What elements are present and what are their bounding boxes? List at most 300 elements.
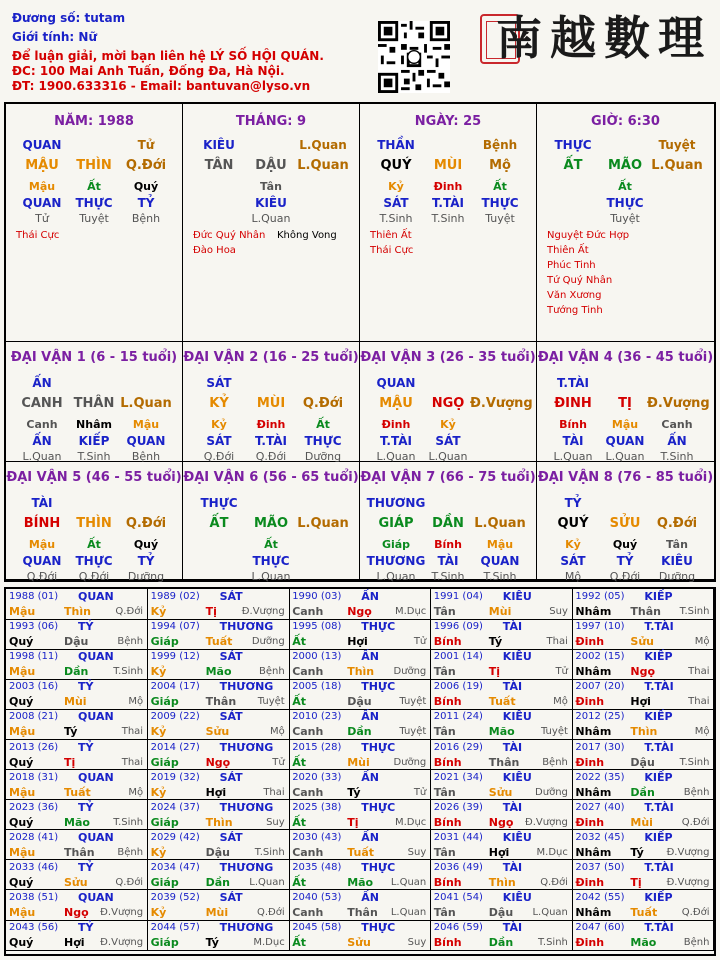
annual-stage: Thai (688, 666, 710, 678)
annual-god: THỰC (361, 860, 396, 874)
annual-cell (289, 589, 431, 620)
annual-cell (431, 679, 573, 710)
annual-stem: Giáp (150, 875, 179, 889)
annual-year: 2021 (34) (433, 771, 483, 783)
annual-stem: Ất (292, 695, 306, 709)
cell-text: Mộ (564, 570, 582, 583)
annual-cell (289, 740, 431, 771)
annual-year: 2029 (42) (150, 831, 200, 843)
annual-year: 2020 (33) (292, 771, 342, 783)
annual-stem: Quý (9, 875, 34, 889)
dai-van-title: ĐẠI VẬN 8 (76 - 85 tuổi) (537, 470, 714, 485)
pillar-note: Tướng Tinh (547, 305, 603, 316)
annual-stage: T.Sinh (254, 846, 285, 858)
cell-text: Bệnh (131, 212, 161, 225)
annual-table (4, 587, 716, 956)
annual-year: 2033 (46) (9, 861, 59, 873)
cell-text: ẤN (32, 434, 52, 448)
cell-text: L.Quan (22, 450, 62, 463)
annual-cell (431, 800, 573, 831)
cell-text: GIÁP (378, 516, 414, 531)
cell-text: Tử (137, 138, 155, 152)
pillar-note: Thái Cực (370, 245, 414, 256)
annual-cell (6, 619, 148, 650)
cell-text: Ất (493, 180, 507, 193)
cell-text: MẬU (379, 396, 413, 411)
cell-text: Quý (133, 180, 159, 193)
annual-branch: Tị (64, 755, 76, 769)
annual-stem: Canh (292, 725, 324, 739)
annual-cell (6, 589, 148, 620)
annual-god: TÀI (502, 620, 523, 634)
annual-cell (148, 860, 290, 891)
annual-year: 2042 (55) (575, 892, 625, 903)
annual-stem: Giáp (150, 635, 179, 649)
annual-stem: Giáp (150, 815, 179, 829)
cell-text: Kỷ (388, 180, 404, 193)
cell-text: Tân (666, 538, 688, 551)
annual-stage: Suy (407, 937, 427, 949)
annual-stem: Đinh (575, 635, 605, 649)
qr-code-icon[interactable] (378, 21, 450, 93)
cell-text: Mậu (28, 180, 56, 193)
annual-cell (148, 649, 290, 680)
annual-stem: Đinh (575, 815, 605, 829)
pillar-note: Tứ Quý Nhân (547, 275, 613, 286)
annual-god: T.TÀI (644, 740, 674, 754)
annual-cell (572, 890, 714, 921)
annual-stage: Thai (688, 696, 710, 708)
annual-stem: Kỷ (150, 605, 167, 618)
annual-branch: Sửu (347, 936, 371, 950)
annual-stage: Q.Đới (681, 816, 710, 828)
annual-branch: Ngọ (205, 755, 231, 769)
annual-branch: Tý (488, 635, 503, 649)
annual-god: KIẾP (644, 650, 673, 664)
annual-god: T.TÀI (644, 680, 674, 694)
annual-cell (431, 589, 573, 620)
annual-god: TỶ (78, 860, 94, 874)
annual-cell (431, 619, 573, 650)
cell-text: Dưỡng (304, 450, 342, 463)
annual-stage: Mộ (128, 786, 144, 798)
annual-year: 2004 (17) (150, 681, 200, 693)
cell-text: THỰC (75, 196, 113, 210)
annual-god: KIÊU (502, 770, 532, 784)
annual-cell (572, 920, 714, 951)
pillar-note: Thiên Ất (370, 230, 412, 241)
annual-year: 2045 (58) (292, 922, 342, 934)
annual-year: 2027 (40) (575, 801, 625, 813)
annual-god: SÁT (219, 710, 243, 724)
annual-cell (6, 890, 148, 921)
annual-god: THƯƠNG (219, 740, 274, 754)
annual-year: 2043 (56) (9, 922, 59, 934)
annual-stem: Bính (433, 755, 462, 769)
annual-cell (6, 649, 148, 680)
brand-logo (478, 8, 712, 70)
annual-god: ẤN (361, 830, 379, 844)
annual-god: TỶ (78, 680, 94, 694)
cell-text: Nhâm (76, 418, 112, 431)
cell-text: T.Sinh (431, 570, 465, 583)
annual-branch: Mùi (64, 695, 87, 709)
cell-text: L.Quan (251, 570, 291, 583)
cell-text: QUAN (605, 434, 645, 448)
cell-text: Ất (618, 180, 632, 193)
cell-text: ẤT (563, 158, 583, 173)
annual-god: T.TÀI (644, 860, 674, 874)
annual-branch: Ngọ (630, 665, 656, 679)
annual-cell (431, 920, 573, 951)
annual-stem: Kỷ (150, 906, 167, 919)
annual-god: ẤN (361, 710, 379, 724)
annual-stage: Q.Đới (115, 876, 144, 888)
annual-stem: Mậu (9, 785, 36, 799)
cell-text: ẤT (209, 516, 229, 531)
annual-stage: Q.Đới (256, 907, 285, 918)
annual-year: 1995 (08) (292, 621, 342, 633)
annual-cell (289, 679, 431, 710)
annual-stem: Mậu (9, 906, 36, 919)
annual-stage: Tử (413, 786, 427, 798)
pillar-title: NGÀY: 25 (414, 114, 482, 129)
cell-text: Mậu (132, 418, 160, 431)
dai-van-title: ĐẠI VẬN 6 (56 - 65 tuổi) (183, 470, 359, 485)
annual-stage: T.Sinh (113, 816, 144, 828)
annual-year: 2014 (27) (150, 741, 200, 753)
pillar-cell (6, 104, 183, 342)
annual-branch: Dậu (488, 906, 514, 919)
cell-text: SÁT (435, 434, 461, 448)
cell-text: T.TÀI (557, 376, 589, 390)
annual-cell (431, 860, 573, 891)
annual-stem: Nhâm (575, 845, 612, 859)
annual-cell (431, 649, 573, 680)
annual-cell (6, 830, 148, 861)
cell-text: L.Quan (120, 396, 172, 411)
annual-year: 2011 (24) (433, 711, 483, 723)
annual-god: ẤN (361, 650, 379, 664)
annual-god: ẤN (361, 891, 379, 904)
annual-year: 2000 (13) (292, 651, 342, 663)
cell-text: Dưỡng (658, 570, 696, 583)
annual-cell (6, 679, 148, 710)
annual-cell (6, 800, 148, 831)
annual-god: T.TÀI (644, 800, 674, 814)
annual-cell (148, 709, 290, 740)
annual-branch: Dậu (64, 635, 89, 649)
annual-god: KIÊU (502, 590, 532, 603)
annual-god: KIẾP (644, 590, 673, 603)
annual-stage: Suy (407, 846, 427, 858)
annual-branch: Thìn (64, 605, 91, 618)
annual-stage: M.Dục (536, 846, 568, 858)
annual-stem: Tân (433, 906, 456, 919)
annual-branch: Thân (488, 755, 520, 769)
annual-branch: Mùi (630, 815, 653, 829)
annual-year: 2046 (59) (433, 922, 483, 934)
cell-text: Tuyệt (485, 212, 515, 225)
contact-note: Để luận giải, mời bạn liên hệ LÝ SỐ HỘI QUÁN. (12, 49, 324, 63)
annual-year: 1989 (02) (150, 591, 200, 602)
annual-stage: Tử (413, 636, 427, 648)
annual-branch: Hợi (205, 785, 227, 799)
annual-branch: Sửu (64, 875, 88, 889)
annual-branch: Mão (64, 815, 90, 829)
annual-year: 2005 (18) (292, 681, 342, 693)
annual-god: QUAN (78, 891, 114, 904)
cell-text: TỊ (618, 396, 632, 411)
annual-stem: Bính (433, 815, 462, 829)
annual-stem: Tân (433, 785, 456, 799)
annual-branch: Ngọ (347, 605, 372, 618)
annual-stage: Bệnh (542, 756, 568, 768)
cell-text: Q.Đới (125, 516, 167, 531)
cell-text: T.Sinh (483, 570, 517, 583)
cell-text: Canh (26, 418, 58, 431)
annual-stem: Canh (292, 906, 324, 919)
annual-god: KIẾP (644, 710, 673, 724)
annual-stage: Suy (266, 816, 285, 828)
annual-god: THƯƠNG (219, 921, 274, 935)
cell-text: Bệnh (131, 450, 161, 463)
cell-text: THẦN (377, 138, 415, 152)
cell-text: L.Quan (251, 212, 291, 225)
dai-van-cell (183, 342, 360, 462)
annual-year: 1999 (12) (150, 651, 200, 663)
annual-cell (289, 649, 431, 680)
annual-branch: Tý (205, 936, 219, 950)
pillar-cell (360, 104, 537, 342)
annual-stage: Tuyệt (399, 726, 427, 738)
annual-cell (289, 860, 431, 891)
cell-text: SÁT (560, 554, 586, 568)
pillar-note: Đào Hoa (193, 245, 236, 256)
annual-stem: Nhâm (575, 725, 612, 739)
cell-text: Tuyệt (610, 212, 640, 225)
cell-text: L.Quan (651, 158, 703, 173)
cell-text: KỶ (209, 396, 229, 411)
annual-stage: Dưỡng (535, 786, 568, 798)
annual-cell (148, 770, 290, 801)
cell-text: THỰC (481, 196, 519, 210)
annual-stage: Tuyệt (540, 726, 568, 738)
annual-branch: Mão (205, 665, 232, 679)
annual-stem: Bính (433, 875, 462, 889)
cell-text: Mậu (486, 538, 514, 551)
annual-stage: Đ.Vượng (666, 876, 710, 888)
address: ĐC: 100 Mai Anh Tuấn, Đống Đa, Hà Nội. (12, 64, 285, 78)
cell-text: Dưỡng (127, 570, 165, 583)
cell-text: Q.Đới (302, 396, 344, 411)
dai-van-title: ĐẠI VẬN 5 (46 - 55 tuổi) (6, 470, 182, 485)
annual-stage: Bệnh (117, 846, 144, 858)
annual-branch: Tị (488, 665, 501, 679)
cell-text: T.TÀI (255, 434, 287, 448)
pillar-note: Thái Cực (16, 230, 60, 241)
annual-cell (431, 740, 573, 771)
cell-text: Tuyệt (79, 212, 109, 225)
annual-god: KIÊU (502, 830, 532, 844)
cell-text: Tân (260, 180, 282, 193)
annual-stage: Bệnh (683, 786, 710, 798)
cell-text: Tử (35, 212, 49, 225)
dai-van-cell (537, 342, 715, 462)
cell-text: L.Quan (605, 450, 645, 463)
annual-cell (572, 860, 714, 891)
cell-text: T.TÀI (432, 196, 464, 210)
cell-text: Kỷ (565, 538, 581, 551)
annual-stage: M.Dục (394, 606, 427, 617)
annual-year: 2019 (32) (150, 771, 200, 783)
cell-text: Kỷ (440, 418, 456, 431)
annual-branch: Ngọ (64, 906, 89, 919)
annual-cell (572, 619, 714, 650)
annual-stem: Tân (433, 725, 456, 739)
dai-van-title: ĐẠI VẬN 2 (16 - 25 tuổi) (183, 350, 359, 365)
annual-year: 2030 (43) (292, 831, 342, 843)
annual-year: 2044 (57) (150, 922, 200, 934)
annual-branch: Mão (347, 875, 374, 889)
annual-year: 2023 (36) (9, 801, 59, 813)
annual-branch: Mão (630, 936, 657, 950)
annual-branch: Hợi (347, 635, 368, 649)
annual-god: TỶ (78, 800, 94, 814)
annual-stem: Canh (292, 605, 324, 618)
cell-text: MÃO (607, 158, 643, 173)
annual-year: 2037 (50) (575, 861, 625, 873)
cell-text: TỶ (616, 554, 634, 568)
cell-text: THỰC (554, 138, 592, 152)
annual-god: THỰC (361, 921, 396, 935)
annual-stem: Tân (433, 665, 456, 679)
annual-year: 1994 (07) (150, 621, 200, 633)
annual-stem: Đinh (575, 875, 605, 889)
annual-stage: Q.Đới (540, 876, 568, 888)
annual-year: 2016 (29) (433, 741, 483, 753)
annual-branch: Tý (347, 785, 361, 799)
annual-year: 2002 (15) (575, 651, 625, 663)
cell-text: Q.Đới (656, 516, 698, 531)
cell-text: QUAN (376, 376, 416, 390)
annual-stage: Q.Đới (115, 606, 144, 617)
annual-year: 1990 (03) (292, 591, 342, 602)
annual-god: TỶ (78, 740, 94, 754)
cell-text: TỶ (564, 496, 582, 510)
annual-cell (289, 770, 431, 801)
annual-branch: Tị (347, 815, 359, 829)
annual-year: 1993 (06) (9, 621, 59, 633)
cell-text: MÙI (433, 158, 463, 173)
annual-god: KIẾP (644, 770, 673, 784)
annual-stem: Canh (292, 665, 324, 679)
annual-stage: Đ.Vượng (100, 907, 144, 918)
annual-stage: Thai (121, 756, 144, 768)
annual-stage: Đ.Vượng (524, 816, 568, 828)
annual-cell (431, 890, 573, 921)
cell-text: Mậu (611, 418, 639, 431)
annual-god: QUAN (78, 710, 114, 724)
annual-cell (6, 920, 148, 951)
annual-stage: M.Dục (253, 937, 285, 949)
annual-year: 1996 (09) (433, 621, 483, 633)
annual-god: TÀI (502, 860, 523, 874)
annual-stem: Mậu (9, 665, 36, 679)
annual-stage: Dưỡng (393, 756, 427, 768)
annual-cell (289, 890, 431, 921)
annual-stage: Bệnh (117, 636, 144, 648)
cell-text: Ất (87, 538, 101, 551)
annual-god: TÀI (502, 800, 523, 814)
dai-van-cell (183, 462, 360, 583)
cell-text: DẬU (255, 158, 287, 173)
annual-year: 2022 (35) (575, 771, 625, 783)
cell-text: Q.Đới (125, 158, 167, 173)
annual-god: THƯƠNG (219, 860, 274, 874)
annual-god: SÁT (219, 650, 243, 664)
annual-branch: Mão (488, 725, 515, 739)
annual-stem: Kỷ (150, 845, 167, 859)
annual-year: 2039 (52) (150, 892, 200, 903)
annual-god: KIÊU (502, 710, 532, 724)
annual-branch: Dậu (630, 755, 655, 769)
annual-year: 2041 (54) (433, 892, 483, 903)
annual-year: 2032 (45) (575, 831, 625, 843)
annual-cell (572, 589, 714, 620)
annual-stem: Mậu (9, 725, 36, 739)
annual-stem: Đinh (575, 755, 605, 769)
cell-text: Bính (434, 538, 462, 551)
annual-stage: L.Quan (532, 907, 568, 918)
annual-god: TÀI (502, 921, 523, 935)
annual-stage: T.Sinh (113, 666, 144, 678)
cell-text: THỰC (252, 554, 290, 568)
annual-god: T.TÀI (644, 620, 674, 634)
pillar-note: Văn Xương (547, 290, 602, 301)
annual-cell (148, 800, 290, 831)
cell-text: QUAN (22, 554, 62, 568)
cell-text: THỰC (606, 196, 644, 210)
annual-stage: Đ.Vượng (241, 606, 285, 617)
logo-text: 南越數理 (496, 11, 712, 65)
annual-stem: Nhâm (575, 906, 612, 919)
cell-text: Q.Đới (26, 570, 58, 583)
annual-stem: Đinh (575, 695, 605, 709)
pillar-chart (4, 102, 716, 582)
annual-stage: Thai (546, 636, 568, 648)
annual-stem: Ất (292, 635, 306, 649)
cell-text: MÙI (256, 396, 286, 411)
annual-stage: Thai (263, 786, 285, 798)
annual-year: 2038 (51) (9, 892, 59, 903)
cell-text: L.Quan (376, 450, 416, 463)
annual-god: THỰC (361, 800, 396, 814)
cell-text: Ất (316, 418, 330, 431)
annual-branch: Dần (205, 875, 230, 889)
annual-stage: L.Quan (390, 907, 427, 918)
cell-text: TÀI (562, 434, 584, 448)
cell-text: KIẾP (78, 434, 110, 448)
cell-text: T.Sinh (660, 450, 694, 463)
annual-stage: Mộ (553, 696, 568, 708)
annual-branch: Ngọ (488, 815, 514, 829)
dai-van-cell (360, 342, 537, 462)
annual-god: ẤN (361, 590, 379, 603)
annual-god: T.TÀI (644, 921, 674, 935)
annual-stem: Kỷ (150, 725, 167, 739)
annual-god: THỰC (361, 740, 396, 754)
